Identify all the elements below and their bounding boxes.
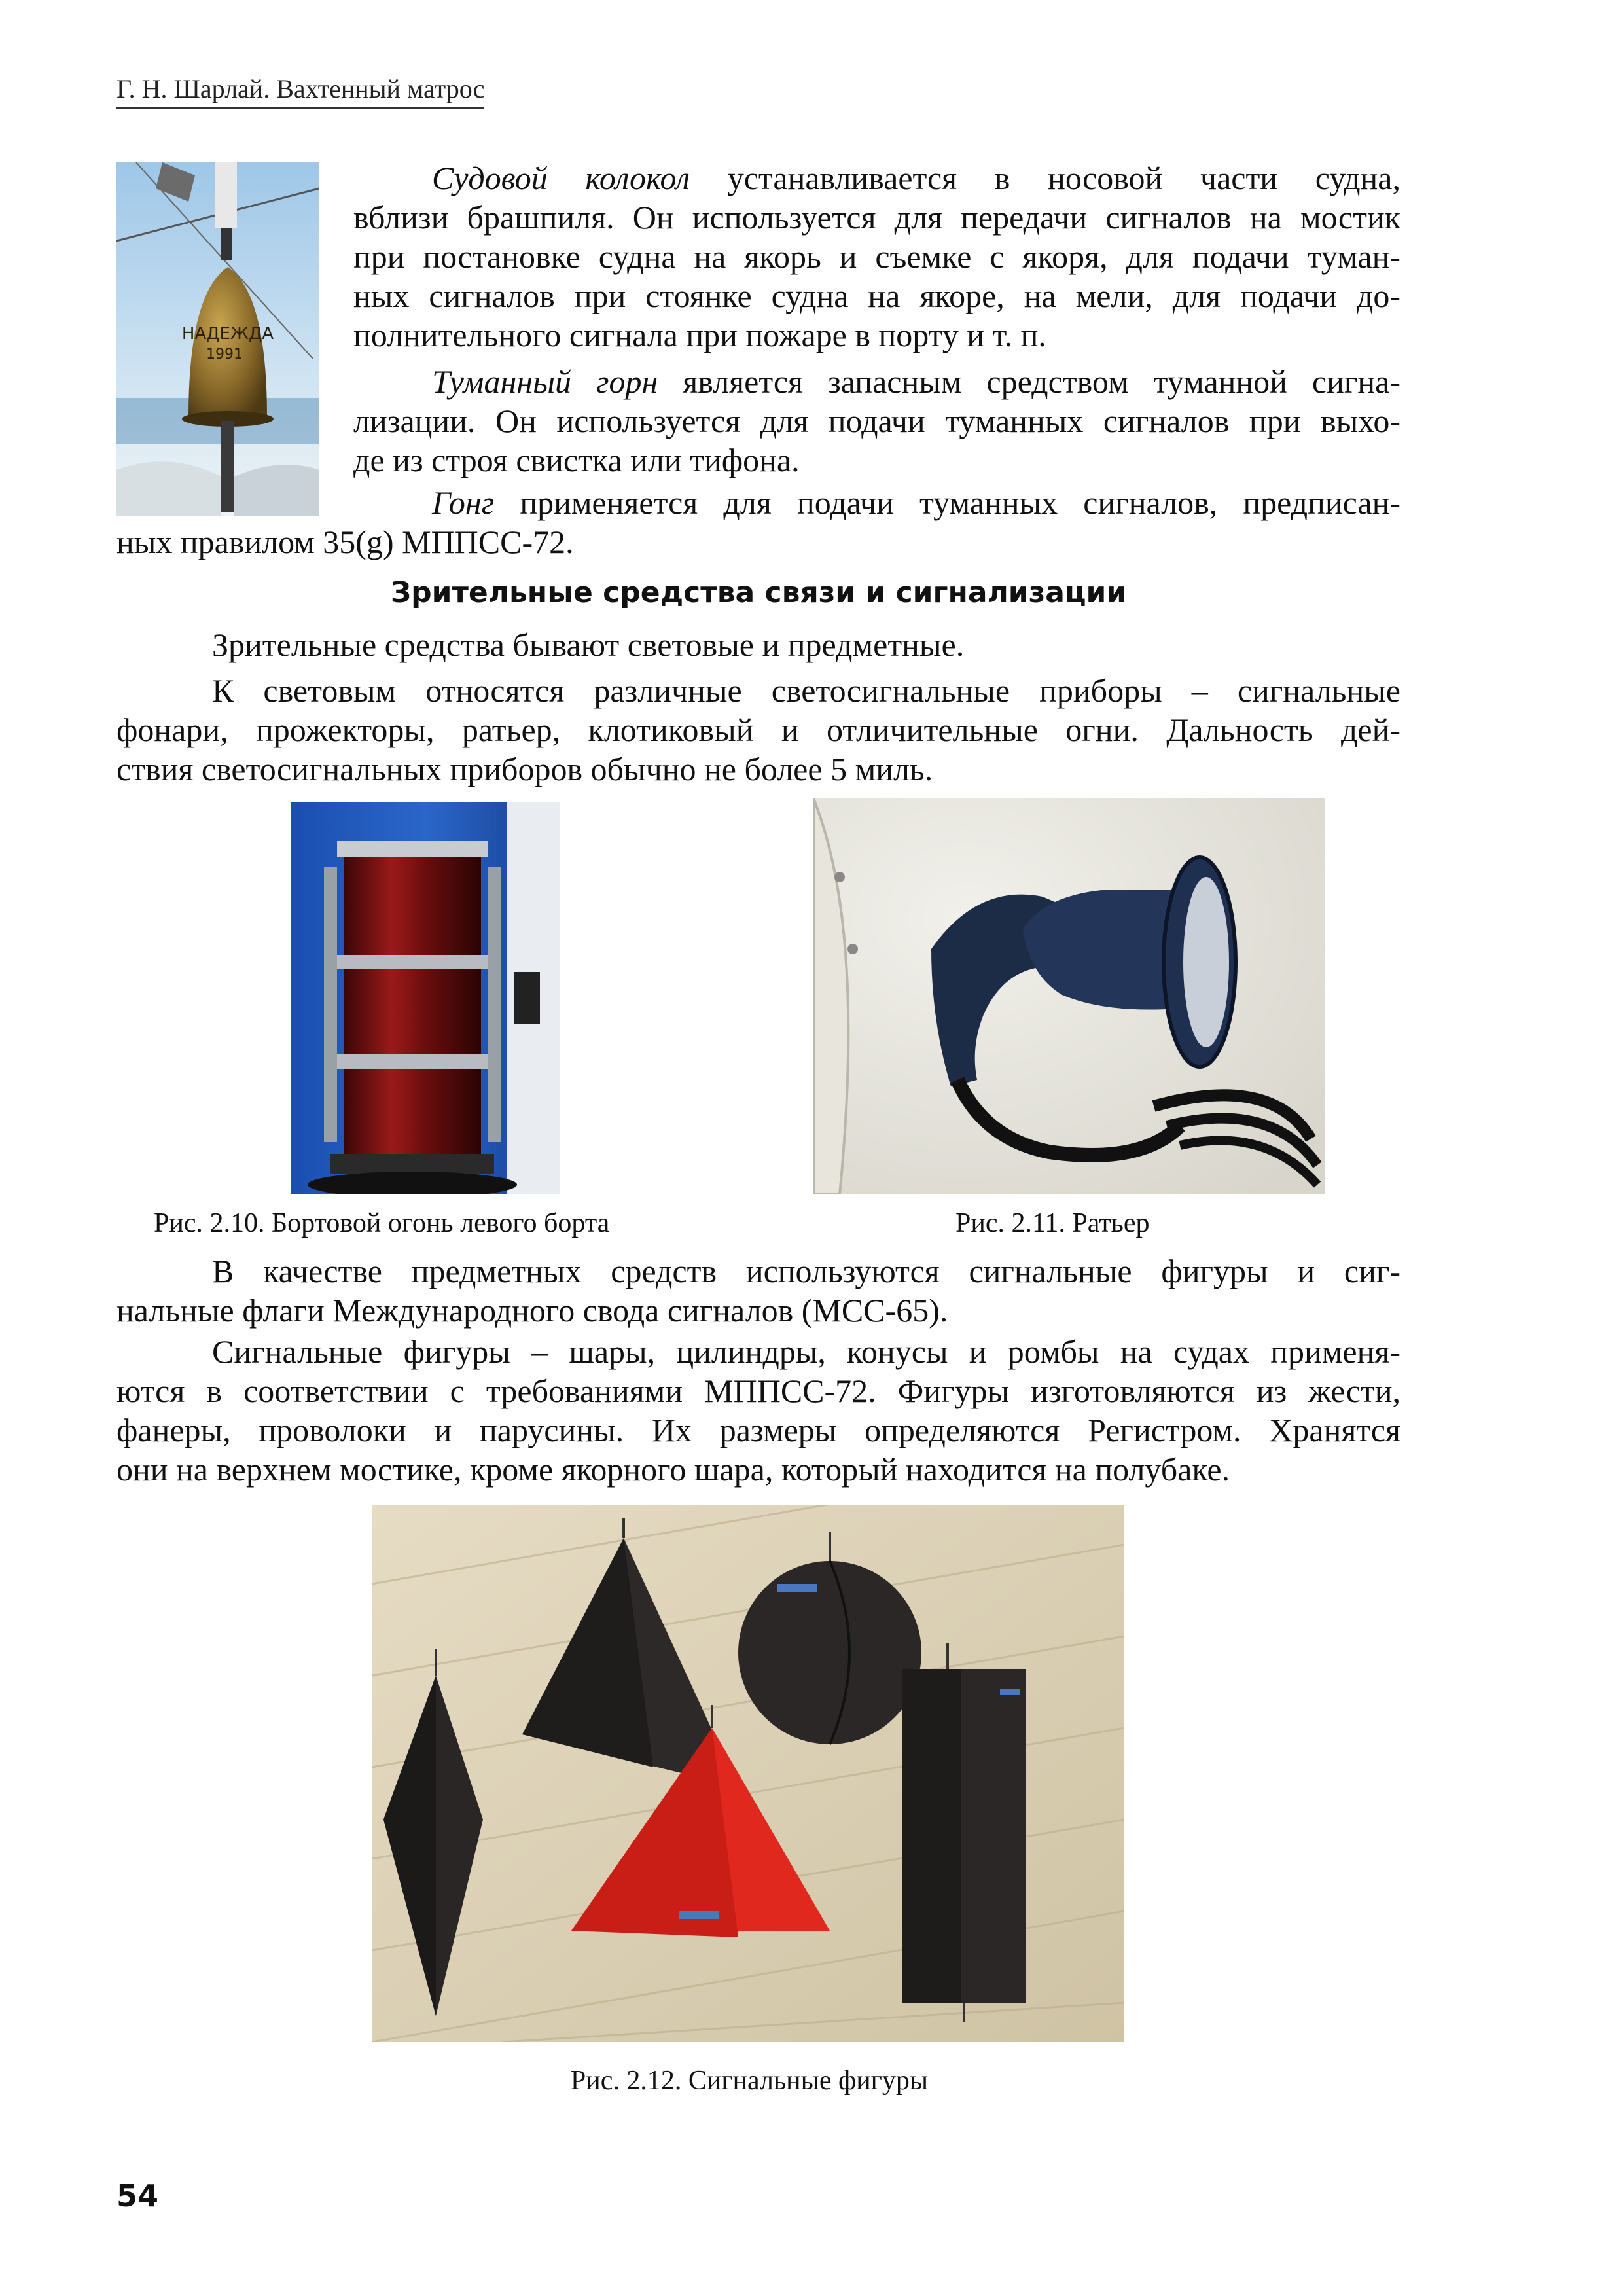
- shapes-line-4: они на верхнем мостике, кроме якорного шара, который находится на полубаке.: [116, 1451, 1230, 1488]
- visual-intro: [116, 625, 1400, 664]
- visual-intro-line: Зрительные средства бывают световые и предметные.: [212, 626, 965, 663]
- section-heading: Зрительные средства связи и сигнализации: [390, 576, 1127, 609]
- italic-term-bell: Судовой колокол: [432, 160, 690, 196]
- bell-line-3: при постановке судна на якорь и съемке с якоря, для подачи туман-: [353, 238, 1400, 275]
- horn-paragraph: [353, 362, 1400, 480]
- bell-year-engraving: 1991: [206, 346, 243, 363]
- light-line-3: ствия светосигнальных приборов обычно не более 5 миль.: [116, 751, 933, 787]
- objects-line-2: нальные флаги Международного свода сигналов (МСС-65).: [116, 1292, 948, 1329]
- bell-name-engraving: НАДЕЖДА: [181, 324, 274, 344]
- bell-line-1: Судовой колокол устанавливается в носовой части судна,: [432, 160, 1400, 196]
- ship-bell-photo: [116, 162, 319, 516]
- gong-line-2: ных правилом 35(g) МППСС-72.: [116, 524, 574, 560]
- bell-paragraph: [353, 158, 1400, 355]
- fig-2-11-caption: Рис. 2.11. Ратьер: [955, 1208, 1150, 1238]
- light-devices-paragraph: [116, 671, 1400, 789]
- signal-shapes-paragraph: [116, 1332, 1400, 1489]
- light-line-1: К световым относятся различные светосигнальные приборы – сигнальные: [212, 672, 1400, 709]
- horn-line-3: де из строя свистка или тифона.: [353, 442, 800, 478]
- bell-line-5: полнительного сигнала при пожаре в порту и т. п.: [353, 317, 1046, 353]
- shapes-line-1: Сигнальные фигуры – шары, цилиндры, конусы и ромбы на судах применя-: [212, 1333, 1400, 1370]
- bell-line-2: вблизи брашпиля. Он используется для передачи сигналов на мостик: [353, 199, 1400, 236]
- italic-term-horn: Туманный горн: [432, 363, 658, 400]
- fig-2-12-caption: Рис. 2.12. Сигнальные фигуры: [570, 2066, 929, 2096]
- light-line-2: фонари, прожекторы, ратьер, клотиковый и отличительные огни. Дальность дей-: [116, 711, 1400, 748]
- signal-lamp-photo: [813, 798, 1325, 1194]
- objects-line-1: В качестве предметных средств используются сигнальные фигуры и сиг-: [212, 1253, 1400, 1289]
- horn-line-1: Туманный горн является запасным средством туманной сигна-: [432, 363, 1400, 400]
- running-header: Г. Н. Шарлай. Вахтенный матрос: [116, 73, 484, 109]
- bell-line-4: ных сигналов при стоянке судна на якоре, на мели, для подачи до-: [353, 278, 1400, 314]
- object-signals-paragraph: [116, 1251, 1400, 1330]
- fig-2-10-caption: Рис. 2.10. Бортовой огонь левого борта: [154, 1208, 610, 1238]
- shapes-line-2: ются в соответствии с требованиями МППСС-72. Фигуры изготовляются из жести,: [116, 1372, 1400, 1409]
- shapes-line-3: фанеры, проволоки и парусины. Их размеры определяются Регистром. Хранятся: [116, 1412, 1400, 1448]
- horn-line-2: лизации. Он используется для подачи туманных сигналов при выхо-: [353, 403, 1400, 439]
- italic-term-gong: Гонг: [432, 484, 495, 521]
- gong-line-1: Гонг применяется для подачи туманных сигналов, предписан-: [432, 484, 1400, 521]
- gong-paragraph: [116, 483, 1400, 562]
- side-light-photo: [291, 802, 560, 1194]
- page-number: 54: [116, 2178, 159, 2214]
- signal-shapes-photo: [372, 1505, 1124, 2042]
